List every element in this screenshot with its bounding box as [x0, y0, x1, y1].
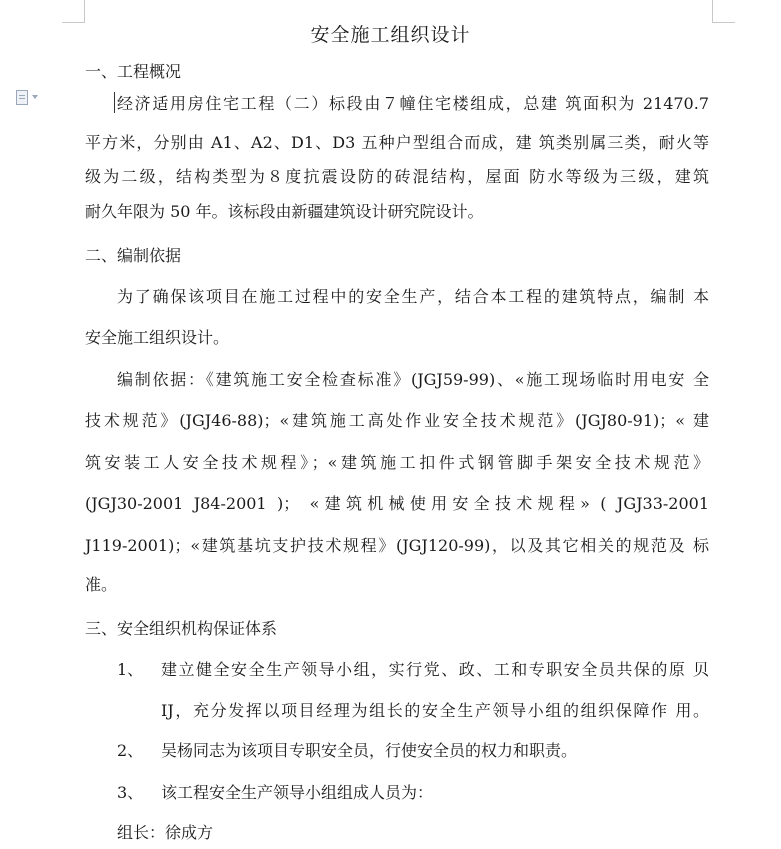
list-item-1-line-1: 建立健全安全生产领导小组，实行党、政、工和专职安全员共保的原 贝	[161, 660, 709, 679]
basis-p1-line-1: 为了确保该项目在施工过程中的安全生产，结合本工程的建筑特点，编制 本	[117, 287, 709, 306]
text-cursor	[114, 92, 115, 113]
list-item-3-line-1: 该工程安全生产领导小组组成人员为：	[161, 783, 434, 802]
basis-p2-line-4: (JGJ30-2001 J84-2001 )； «建筑机械使用安全技术规程» ( JGJ33-2001	[85, 494, 709, 513]
basis-p2-line-6: 准。	[85, 575, 118, 594]
overview-line-1: 经济适用房住宅工程（二）标段由７幢住宅楼组成，总建 筑面积为 21470.7	[117, 94, 709, 113]
list-item-number-3: 3、	[117, 783, 144, 802]
basis-p2-line-5: J119-2001)；«建筑基坑支护技术规程》(JGJ120-99)，以及其它相关的规范及 标	[85, 536, 709, 555]
document-sheet-icon	[16, 90, 28, 105]
basis-p2-line-1: 编制依据：《建筑施工安全检查标准》(JGJ59-99)、«施工现场临时用电安 全	[117, 370, 709, 389]
basis-p1-line-2: 安全施工组织设计。	[85, 328, 230, 347]
overview-line-4: 耐久年限为 50 年。该标段由新疆建筑设计研究院设计。	[85, 202, 484, 221]
leader-line: 组长：徐成方	[117, 823, 214, 842]
document-title: 安全施工组织设计	[310, 24, 471, 46]
overview-line-2: 平方米，分别由 A1、A2、D1、D3 五种户型组合而成，建 筑类别属三类，耐火等	[85, 133, 709, 152]
section-heading-organization: 三、安全组织机构保证体系	[85, 619, 278, 638]
basis-p2-line-2: 技术规范》(JGJ46-88)；«建筑施工高处作业安全技术规范》(JGJ80-91)；« 建	[85, 411, 709, 430]
basis-p2-line-3: 筑安装工人安全技术规程》；«建筑施工扣件式钢管脚手架安全技术规范》	[85, 453, 709, 472]
chevron-down-icon	[32, 95, 38, 99]
document-icon[interactable]	[16, 90, 42, 104]
list-item-1-line-2: IJ，充分发挥以项目经理为组长的安全生产领导小组的组织保障作 用。	[161, 701, 709, 720]
section-heading-basis: 二、编制依据	[85, 246, 182, 265]
list-item-number-2: 2、	[117, 741, 144, 760]
list-item-number-1: 1、	[117, 660, 144, 679]
overview-line-3: 级为二级，结构类型为８度抗震设防的砖混结构，屋面 防水等级为三级，建筑	[85, 167, 709, 186]
section-heading-overview: 一、工程概况	[85, 62, 182, 81]
list-item-2-line-1: 吴杨同志为该项目专职安全员，行使安全员的权力和职责。	[161, 741, 578, 760]
